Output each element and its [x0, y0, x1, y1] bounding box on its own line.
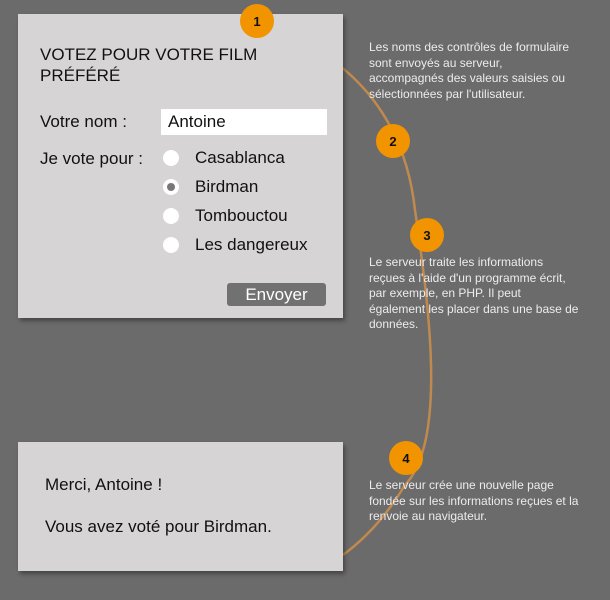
radio-label-les-dangereux: Les dangereux — [195, 235, 308, 254]
vote-form-panel — [18, 14, 343, 318]
submit-button[interactable]: Envoyer — [227, 283, 326, 306]
radio-option-les-dangereux[interactable] — [163, 234, 307, 256]
form-title: VOTEZ POUR VOTRE FILM PRÉFÉRÉ — [40, 45, 258, 85]
radio-button-casablanca[interactable] — [163, 150, 179, 166]
radio-option-birdman[interactable] — [163, 176, 258, 198]
vote-label: Je vote pour : — [40, 149, 144, 168]
radio-button-birdman[interactable] — [163, 179, 179, 195]
step-badge-1: 1 — [240, 4, 274, 38]
thanks-message: Merci, Antoine ! — [45, 475, 163, 494]
radio-label-casablanca: Casablanca — [195, 148, 285, 167]
step-badge-2: 2 — [376, 124, 410, 158]
radio-option-casablanca[interactable] — [163, 147, 285, 169]
note-step-3: Le serveur traite les informations reçues à l'aide d'un programme écrit, par exemple, en PHP. Il peut également les placer dans une base de données. — [369, 255, 579, 331]
step-badge-3: 3 — [410, 218, 444, 252]
note-step-1: Les noms des contrôles de formulaire sont envoyés au serveur, accompagnés des valeurs saisies ou sélectionnées par l'utilisateur. — [369, 40, 570, 101]
result-panel — [18, 442, 343, 571]
radio-button-tombouctou[interactable] — [163, 208, 179, 224]
radio-label-birdman: Birdman — [195, 177, 259, 196]
step-badge-4: 4 — [389, 441, 423, 475]
name-input[interactable] — [161, 109, 327, 135]
name-label: Votre nom : — [40, 112, 127, 131]
radio-option-tombouctou[interactable] — [163, 205, 288, 227]
note-step-4: Le serveur crée une nouvelle page fondée sur les informations reçues et la renvoie au navigateur. — [369, 478, 579, 523]
radio-button-les-dangereux[interactable] — [163, 237, 179, 253]
vote-confirmation: Vous avez voté pour Birdman. — [45, 517, 272, 536]
radio-label-tombouctou: Tombouctou — [195, 206, 288, 225]
